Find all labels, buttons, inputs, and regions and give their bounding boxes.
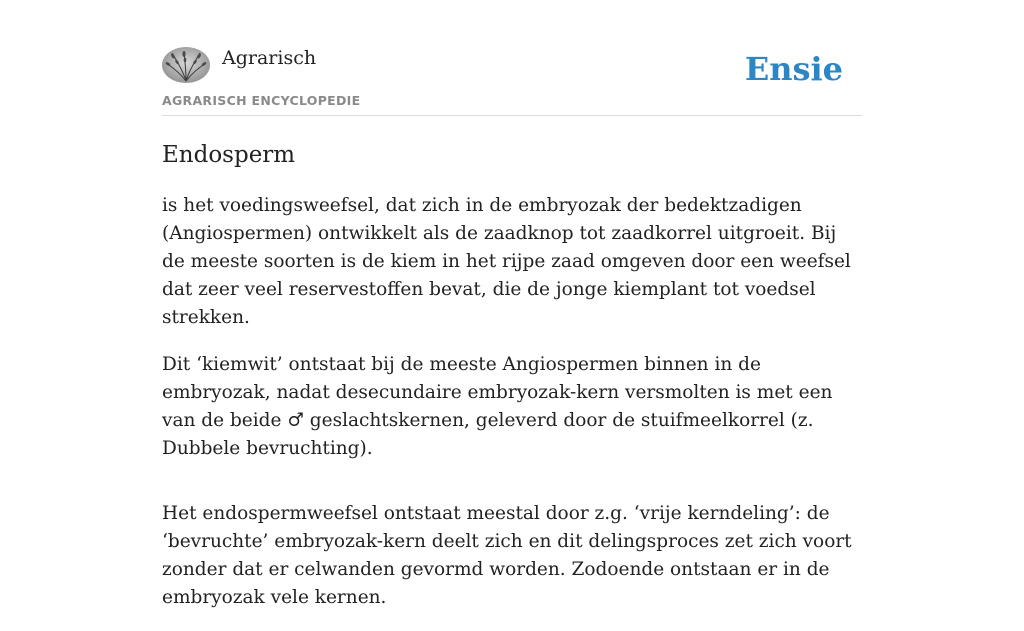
article-title: Endosperm (162, 142, 296, 168)
site-header (162, 0, 862, 116)
article-body (162, 192, 862, 631)
article-paragraph: Het endospermweefsel ontstaat meestal door z.g. ‘vrije kerndeling’: de ‘bevruchte’ embryozak-kern deelt zich en dit delingsproces zet zich voort zonder dat er celwanden gevormd worden. Zodoende ontstaan er in de embryozak vele kernen. (162, 503, 852, 608)
article-paragraph: Dit ‘kiemwit’ ontstaat bij de meeste Angiospermen binnen in de embryozak, nadat desecundaire embryozak-kern versmolten is met een van de beide ♂ geslachtskernen, geleverd door de stuifmeelkorrel (z. Dubbele bevruchting). (162, 354, 833, 459)
brand-logo-link[interactable]: Ensie (744, 50, 843, 88)
wheat-logo-icon[interactable] (162, 47, 210, 83)
content-column (162, 0, 862, 608)
site-subtitle: AGRARISCH ENCYCLOPEDIE (162, 93, 361, 108)
article-paragraph: is het voedingsweefsel, dat zich in de embryozak der bedektzadigen (Angiospermen) ontwikkelt als de zaadknop tot zaadkorrel uitgroeit. Bij de meeste soorten is de kiem in het rijpe zaad omgeven door een weefsel dat zeer veel reservestoffen bevat, die de jonge kiemplant tot voedsel strekken. (162, 195, 851, 328)
site-name[interactable]: Agrarisch (222, 47, 317, 69)
